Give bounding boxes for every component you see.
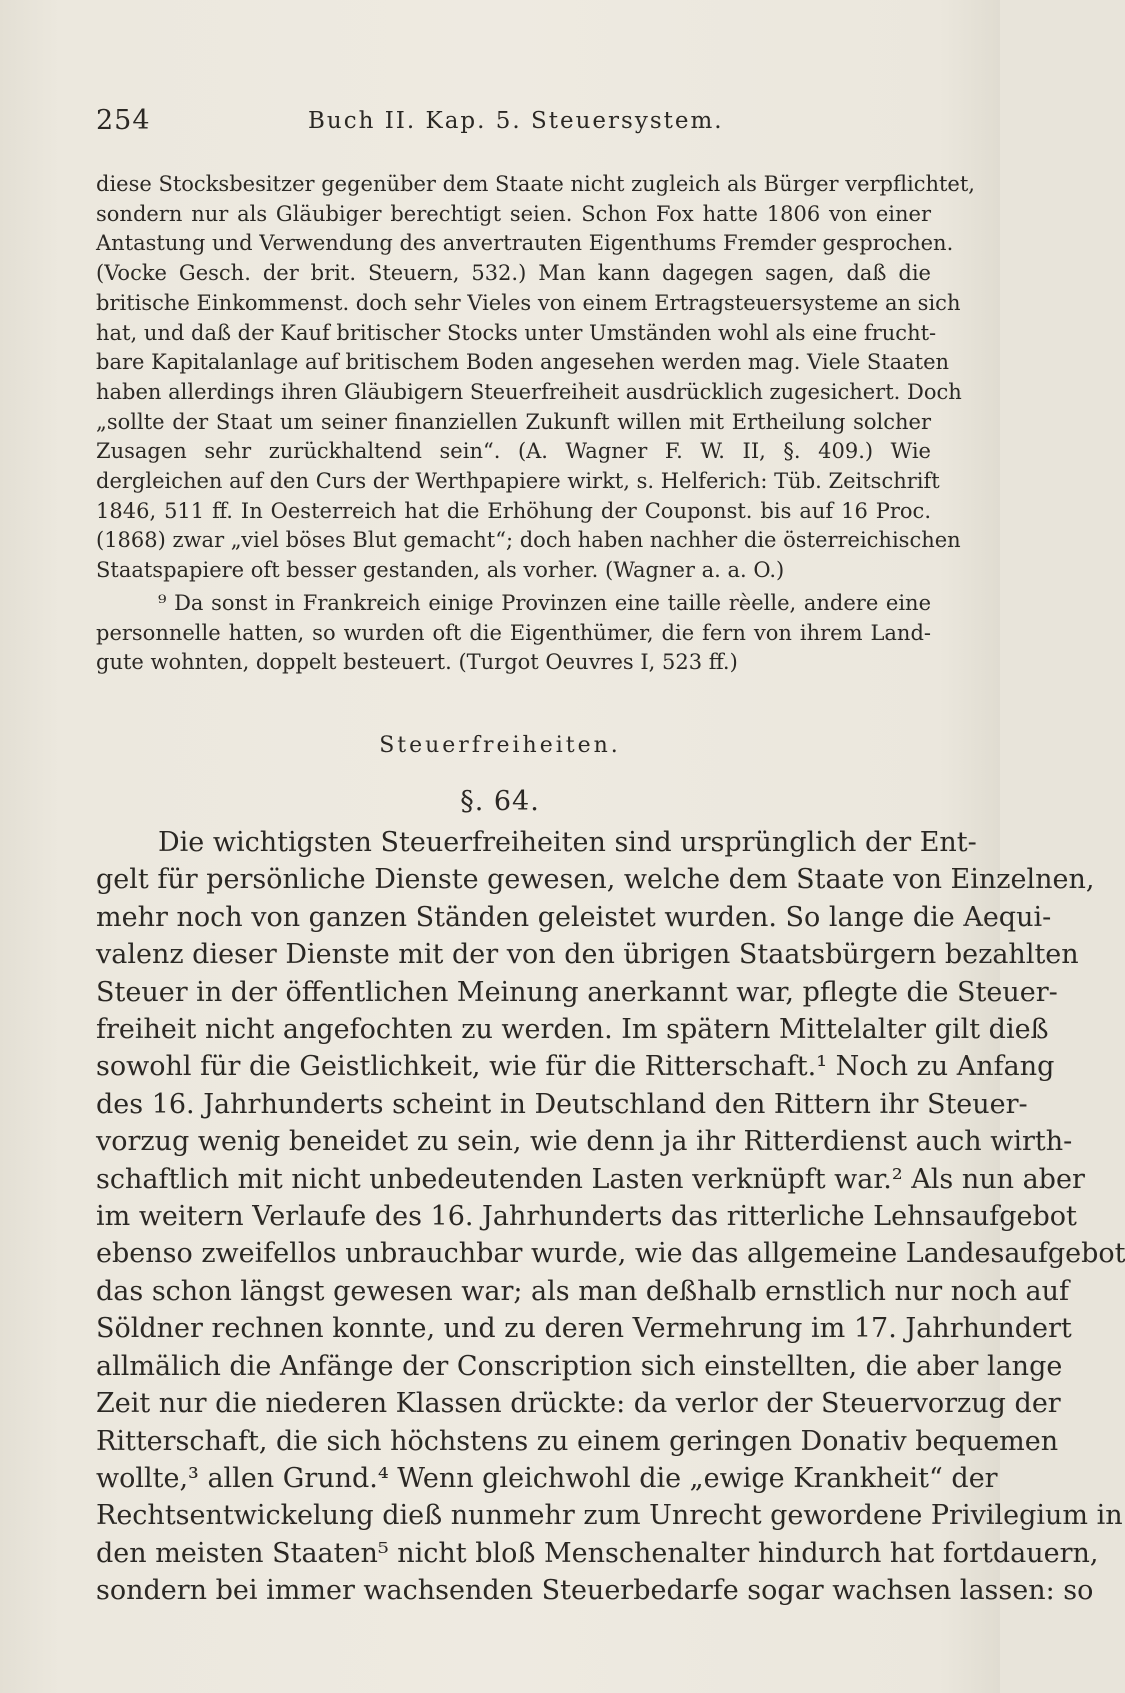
footnote-line: (1868) zwar „viel böses Blut gemacht“; doch haben nachher die österreichischen	[96, 528, 961, 553]
footnote-line: Zusagen sehr zurückhaltend sein“. (A. Wagner F. W. II, §. 409.) Wie	[96, 439, 931, 464]
footnote-line: Antastung und Verwendung des anvertrauten Eigenthums Fremder gesprochen.	[96, 231, 954, 256]
section-number: §. 64.	[460, 786, 540, 817]
running-head: Buch II. Kap. 5. Steuersystem.	[308, 108, 724, 134]
body-line: das schon längst gewesen war; als man deßhalb ernstlich nur noch auf	[96, 1275, 1070, 1307]
footnote-line: personnelle hatten, so wurden oft die Eigenthümer, die fern von ihrem Land-	[96, 620, 931, 645]
body-line: vorzug wenig beneidet zu sein, wie denn ja ihr Ritterdienst auch wirth-	[96, 1126, 1073, 1158]
footnote-line: sondern nur als Gläubiger berechtigt seien. Schon Fox hatte 1806 von einer	[96, 201, 931, 226]
footnote-line: gute wohnten, doppelt besteuert. (Turgot Oeuvres I, 523 ff.)	[96, 650, 738, 675]
footnote-continuation	[96, 170, 975, 586]
footnote-line: bare Kapitalanlage auf britischem Boden angesehen werden mag. Viele Staaten	[96, 350, 950, 375]
body-line: Ritterschaft, die sich höchstens zu einem geringen Donativ bequemen	[96, 1425, 1059, 1457]
body-line: Rechtsentwickelung dieß nunmehr zum Unrecht gewordene Privilegium in	[96, 1500, 1123, 1532]
body-line: sondern bei immer wachsenden Steuerbedarfe sogar wachsen lassen: so	[96, 1575, 1094, 1607]
footnote-line: (Vocke Gesch. der brit. Steuern, 532.) Man kann dagegen sagen, daß die	[96, 261, 931, 286]
footnote-line: diese Stocksbesitzer gegenüber dem Staate nicht zugleich als Bürger verpflichtet,	[96, 172, 975, 196]
body-line: den meisten Staaten⁵ nicht bloß Menschenalter hindurch hat fortdauern,	[96, 1537, 1099, 1569]
body-line: Zeit nur die niederen Klassen drückte: da verlor der Steuervorzug der	[96, 1388, 1061, 1420]
footnote-line: britische Einkommenst. doch sehr Vieles von einem Ertragsteuersysteme an sich	[96, 290, 961, 315]
body-line: des 16. Jahrhunderts scheint in Deutschland den Rittern ihr Steuer-	[96, 1088, 1028, 1120]
body-line: allmälich die Anfänge der Conscription sich einstellten, die aber lange	[96, 1350, 1063, 1382]
footnote-line: 1846, 511 ff. In Oesterreich hat die Erhöhung der Couponst. bis auf 16 Proc.	[96, 498, 931, 523]
page-number: 254	[96, 105, 151, 136]
footnote-line: ⁹ Da sonst in Frankreich einige Provinzen eine taille rèelle, andere eine	[158, 590, 931, 615]
footnote-line: Staatspapiere oft besser gestanden, als vorher. (Wagner a. a. O.)	[96, 558, 785, 583]
body-line: schaftlich mit nicht unbedeutenden Lasten verknüpft war.² Als nun aber	[96, 1163, 1085, 1195]
section-heading: Steuerfreiheiten.	[379, 733, 621, 758]
page-header	[96, 105, 916, 145]
body-line: im weitern Verlaufe des 16. Jahrhunderts das ritterliche Lehnsaufgebot	[96, 1201, 1077, 1233]
body-line: ebenso zweifellos unbrauchbar wurde, wie das allgemeine Landesaufgebot	[96, 1238, 1125, 1270]
body-line: Söldner rechnen konnte, und zu deren Vermehrung im 17. Jahrhundert	[96, 1313, 1072, 1345]
footnote-line: hat, und daß der Kauf britischer Stocks unter Umständen wohl als eine frucht-	[96, 320, 937, 345]
footnotes-block	[96, 170, 975, 678]
body-line: mehr noch von ganzen Ständen geleistet wurden. So lange die Aequi-	[96, 901, 1052, 933]
body-line: freiheit nicht angefochten zu werden. Im spätern Mittelalter gilt dieß	[96, 1014, 1049, 1046]
body-line: valenz dieser Dienste mit der von den übrigen Staatsbürgern bezahlten	[96, 939, 1079, 971]
body-line: gelt für persönliche Dienste gewesen, welche dem Staate von Einzelnen,	[96, 864, 1095, 896]
body-line: Steuer in der öffentlichen Meinung anerkannt war, pflegte die Steuer-	[96, 976, 1058, 1008]
body-line: wollte,³ allen Grund.⁴ Wenn gleichwohl die „ewige Krankheit“ der	[96, 1462, 998, 1494]
body-paragraph	[96, 824, 1125, 1610]
body-line: sowohl für die Geistlichkeit, wie für die Ritterschaft.¹ Noch zu Anfang	[96, 1051, 1055, 1083]
footnote-line: „sollte der Staat um seiner finanziellen Zukunft willen mit Ertheilung solcher	[96, 409, 931, 434]
footnote-line: dergleichen auf den Curs der Werthpapiere wirkt, s. Helferich: Tüb. Zeitschrift	[96, 469, 940, 494]
footnote-line: haben allerdings ihren Gläubigern Steuerfreiheit ausdrücklich zugesichert. Doch	[96, 379, 962, 404]
footnote-9	[96, 589, 931, 678]
body-line: Die wichtigsten Steuerfreiheiten sind ursprünglich der Ent-	[158, 827, 977, 858]
